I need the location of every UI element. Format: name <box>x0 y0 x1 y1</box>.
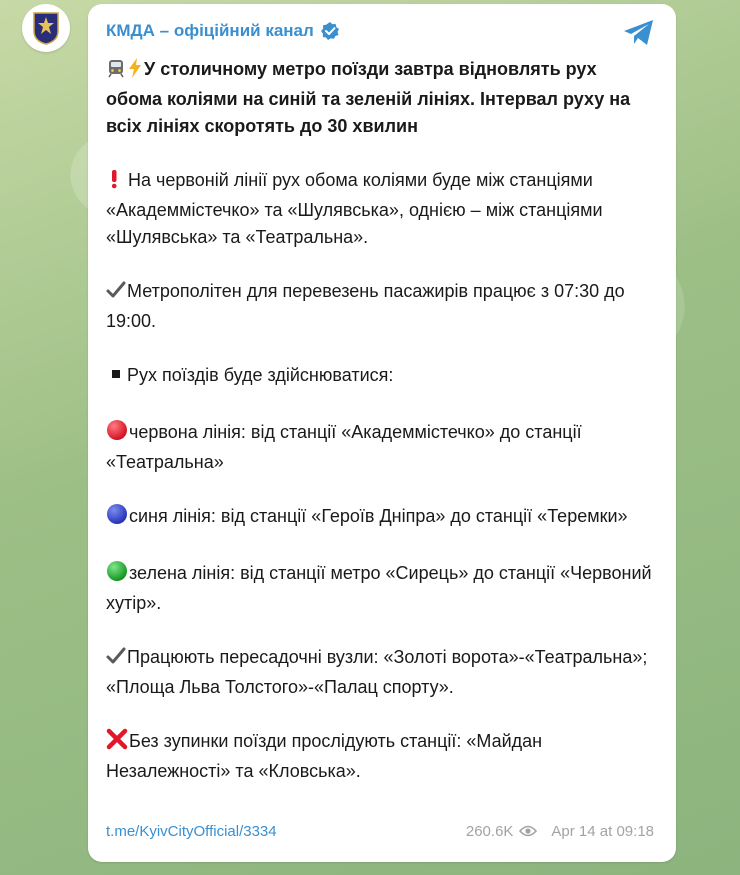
check-mark-icon <box>106 280 126 308</box>
message-body <box>106 56 654 785</box>
check-mark-icon <box>106 646 126 674</box>
paragraph-text: синя лінія: від станції «Героїв Дніпра» до станції «Теремки» <box>129 506 628 526</box>
message-meta <box>466 823 654 840</box>
paragraph-transfer-nodes <box>106 644 654 701</box>
red-circle-icon <box>106 419 128 449</box>
green-circle-icon <box>106 560 128 590</box>
paragraph-text: Рух поїздів буде здійснюватися: <box>127 365 394 385</box>
channel-avatar[interactable] <box>22 4 70 52</box>
paragraph-red-line <box>106 419 654 476</box>
message-footer <box>106 820 654 842</box>
message-headline <box>106 56 654 140</box>
kyiv-coat-of-arms-icon <box>31 11 61 45</box>
share-icon[interactable] <box>622 18 656 53</box>
cross-mark-icon <box>106 728 128 758</box>
eye-icon <box>519 824 537 838</box>
lightning-icon <box>127 58 143 86</box>
paragraph-red-line-notice <box>106 167 654 251</box>
square-icon <box>106 364 126 392</box>
paragraph-hours <box>106 278 654 335</box>
message-timestamp: Apr 14 at 09:18 <box>551 822 654 840</box>
metro-icon <box>106 58 126 86</box>
paragraph-text: Без зупинки поїзди прослідують станції: «Майдан Незалежності» та «Кловська». <box>106 731 543 781</box>
paragraph-text: червона лінія: від станції «Академмістечко» до станції «Театральна» <box>106 422 582 472</box>
paragraph-schedule-heading <box>106 362 654 392</box>
exclamation-icon <box>106 169 122 197</box>
paragraph-green-line <box>106 560 654 617</box>
message-header <box>106 18 654 44</box>
paragraph-skipped-stations <box>106 728 654 785</box>
verified-icon <box>320 21 340 41</box>
blue-circle-icon <box>106 503 128 533</box>
paragraph-text: Метрополітен для перевезень пасажирів працює з 07:30 до 19:00. <box>106 281 625 331</box>
message-card <box>88 4 676 862</box>
paragraph-text: На червоній лінії рух обома коліями буде між станціями «Академмістечко» та «Шулявська», однією – між станціями «Шулявська» та «Театральна». <box>106 170 603 247</box>
paragraph-text: Працюють пересадочні вузли: «Золоті ворота»-«Театральна»; «Площа Льва Толстого»-«Палац спорту». <box>106 647 648 697</box>
paragraph-text: зелена лінія: від станції метро «Сирець» до станції «Червоний хутір». <box>106 563 652 613</box>
view-count: 260.6K <box>465 822 514 840</box>
post-link[interactable]: t.me/KyivCityOfficial/3334 <box>106 822 277 840</box>
channel-name[interactable]: КМДА – офіційний канал <box>106 21 314 40</box>
paragraph-blue-line <box>106 503 654 533</box>
headline-text: У столичному метро поїзди завтра відновлять рух обома коліями на синій та зеленій лініях. Інтервал руху на всіх лініях скоротять до 30 хвилин <box>106 59 631 136</box>
